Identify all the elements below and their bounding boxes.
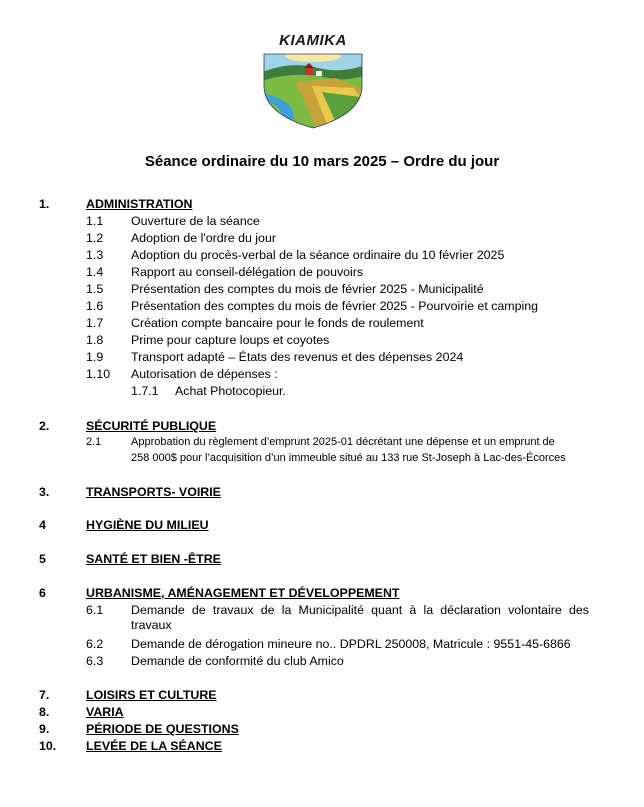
section-title-transports: TRANSPORTS- VOIRIE	[86, 485, 221, 499]
item-text: Demande de dérogation mineure no.. DPDRL 250008, Matricule : 9551-45-6866	[131, 637, 571, 651]
item-text-line2: travaux	[131, 618, 172, 632]
item-number: 1.3	[86, 248, 104, 262]
item-text: Adoption du procès-verbal de la séance ordinaire du 10 février 2025	[131, 248, 505, 262]
item-text: Prime pour capture loups et coyotes	[131, 333, 330, 347]
section-number: 5	[39, 552, 46, 566]
item-number: 1.6	[86, 299, 104, 313]
item-text: Adoption de l'ordre du jour	[131, 231, 276, 245]
section-title-questions: PÉRIODE DE QUESTIONS	[86, 722, 239, 736]
section-number: 3.	[39, 485, 50, 499]
section-title-levee: LEVÉE DE LA SÉANCE	[86, 739, 222, 753]
item-number: 1.9	[86, 350, 104, 364]
section-number: 6	[39, 586, 46, 600]
item-text: Demande de conformité du club Amico	[131, 654, 344, 668]
section-number: 9.	[39, 722, 50, 736]
section-number: 4	[39, 518, 46, 532]
item-text: Transport adapté – États des revenus et des dépenses 2024	[131, 350, 464, 364]
section-title-varia: VARIA	[86, 705, 124, 719]
section-title-sante: SANTÉ ET BIEN -ÊTRE	[86, 552, 221, 566]
item-number: 6.1	[86, 603, 104, 617]
item-text-line1: Approbation du règlement d’emprunt 2025-01 décrétant une dépense et un emprunt de	[131, 436, 555, 448]
item-text: Création compte bancaire pour le fonds de roulement	[131, 316, 424, 330]
item-text: Présentation des comptes du mois de février 2025 - Pourvoirie et camping	[131, 299, 539, 313]
logo-name: KIAMIKA	[279, 32, 347, 49]
item-number: 1.8	[86, 333, 104, 347]
item-number: 1.5	[86, 282, 104, 296]
item-number: 6.2	[86, 637, 104, 651]
item-text: Rapport au conseil-délégation de pouvoirs	[131, 265, 364, 279]
section-title-administration: ADMINISTRATION	[86, 197, 193, 211]
item-text: Ouverture de la séance	[131, 214, 260, 228]
item-text: Autorisation de dépenses :	[131, 367, 278, 381]
section-number: 2.	[39, 419, 50, 433]
subitem-number: 1.7.1	[131, 384, 159, 398]
municipality-logo	[258, 32, 368, 132]
item-number: 1.7	[86, 316, 104, 330]
section-number: 7.	[39, 688, 50, 702]
section-title-urbanisme: URBANISME, AMÉNAGEMENT ET DÉVELOPPEMENT	[86, 586, 400, 600]
page-title: Séance ordinaire du 10 mars 2025 – Ordre du jour	[144, 153, 500, 170]
section-number: 10.	[39, 739, 57, 753]
section-title-loisirs: LOISIRS ET CULTURE	[86, 688, 217, 702]
item-number: 1.2	[86, 231, 104, 245]
item-number: 1.1	[86, 214, 104, 228]
item-number: 1.4	[86, 265, 104, 279]
item-text-line1: Demande de travaux de la Municipalité quant à la déclaration volontaire des	[131, 603, 589, 617]
section-title-hygiene: HYGIÈNE DU MILIEU	[86, 518, 209, 532]
item-text-line2: 258 000$ pour l’acquisition d’un immeuble situé au 133 rue St-Joseph à Lac-des-Écorces	[131, 452, 566, 464]
section-number: 8.	[39, 705, 50, 719]
item-text: Présentation des comptes du mois de février 2025 - Municipalité	[131, 282, 484, 296]
landscape-emblem-icon	[258, 52, 368, 130]
section-number: 1.	[39, 197, 50, 211]
section-title-securite: SÉCURITÉ PUBLIQUE	[86, 419, 217, 433]
item-number: 2.1	[86, 436, 102, 448]
item-number: 1.10	[86, 367, 111, 381]
subitem-text: Achat Photocopieur.	[175, 384, 286, 398]
item-number: 6.3	[86, 654, 104, 668]
